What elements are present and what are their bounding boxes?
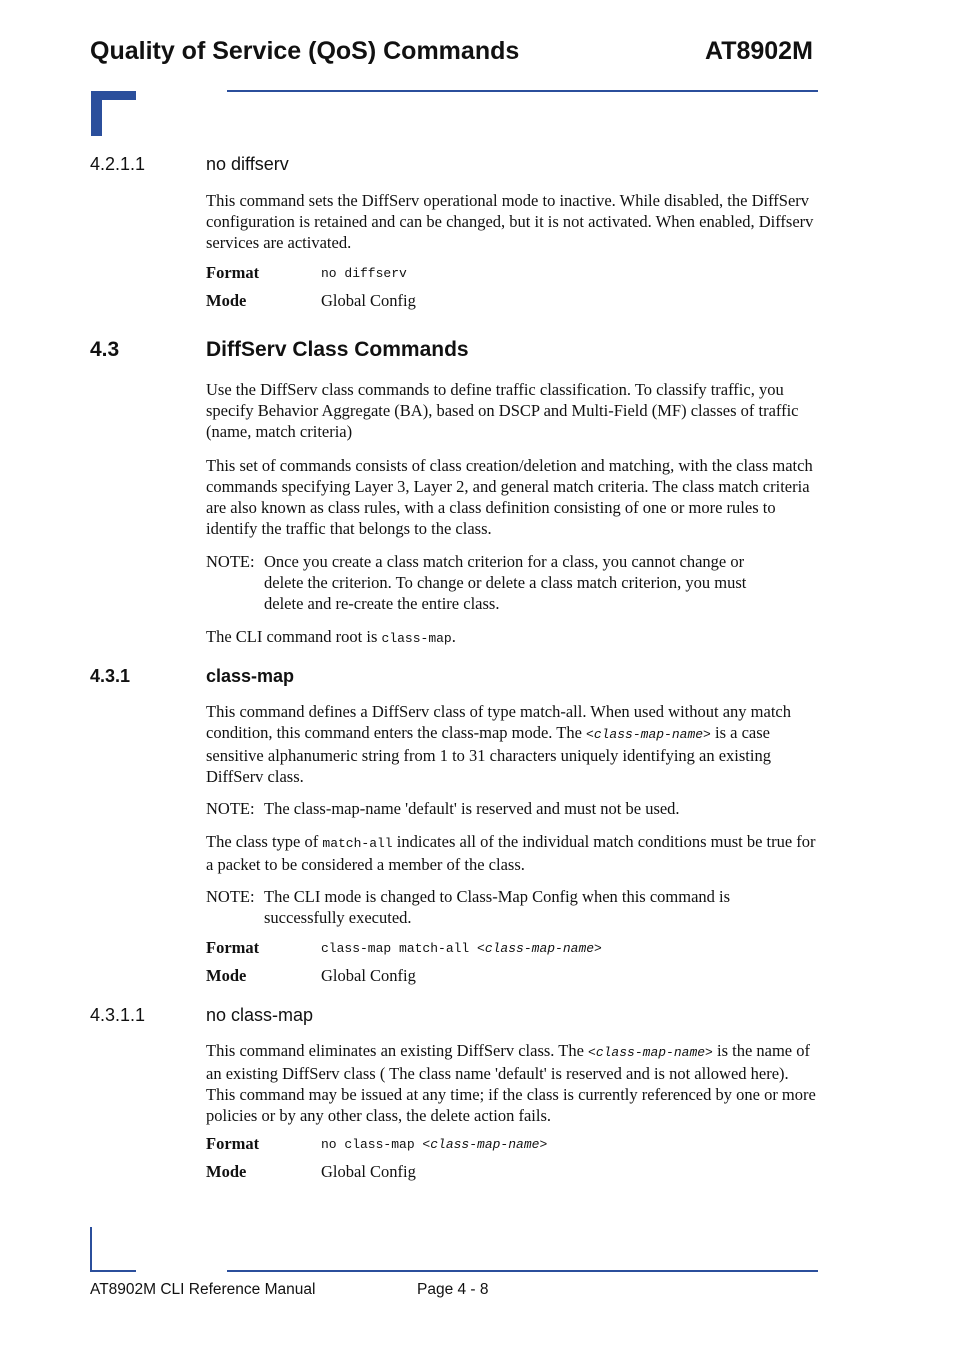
corner-mark-bottom-stem bbox=[90, 1227, 92, 1272]
format-command: no diffserv bbox=[321, 266, 407, 281]
product-name: AT8902M bbox=[705, 37, 813, 65]
mode-label: Mode bbox=[206, 966, 247, 985]
paragraph-text: The CLI command root is bbox=[206, 627, 382, 646]
paragraph-text: This set of commands consists of class creation/deletion and matching, with the class match commands specifying Layer 3, Layer 2, and general match criteria. The class match criteria are also known as class rules, with a class definition consisting of one or more rules to identify the traffic that belongs to the class. bbox=[206, 456, 813, 538]
mode-value: Global Config bbox=[321, 1162, 416, 1181]
section-number: 4.3 bbox=[90, 338, 120, 361]
section-title: no class-map bbox=[206, 1005, 314, 1025]
paragraph-text: is a case sensitive alphanumeric string from 1 to 31 characters uniquely identifying an existing DiffServ class. bbox=[206, 723, 771, 786]
section-number: 4.3.1 bbox=[90, 666, 131, 686]
note-text: The CLI mode is changed to Class-Map Config when this command is successfully executed. bbox=[264, 887, 731, 927]
paragraph-text: This command sets the DiffServ operational mode to inactive. While disabled, the DiffServ configuration is retained and can be changed, but it is not activated. When enabled, Diffserv services are activated. bbox=[206, 191, 814, 252]
paragraph bbox=[206, 701, 818, 787]
format-label: Format bbox=[206, 263, 260, 282]
mode-label: Mode bbox=[206, 1162, 247, 1181]
note bbox=[206, 798, 766, 819]
chapter-title: Quality of Service (QoS) Commands bbox=[90, 37, 520, 65]
inline-command: match-all bbox=[322, 836, 393, 851]
paragraph-text: The class type of bbox=[206, 832, 323, 851]
format-command-text: class-map match-all bbox=[321, 941, 478, 956]
format-argument: <class-map-name> bbox=[422, 1137, 548, 1152]
inline-command: class-map bbox=[381, 631, 452, 646]
header-rule bbox=[227, 90, 818, 92]
corner-mark-top-stem bbox=[91, 91, 102, 136]
note-prefix: NOTE: bbox=[206, 887, 255, 906]
note-prefix: NOTE: bbox=[206, 799, 255, 818]
paragraph bbox=[206, 190, 818, 253]
footer-rule bbox=[227, 1270, 818, 1272]
paragraph bbox=[206, 626, 818, 649]
inline-argument: <class-map-name> bbox=[586, 727, 711, 742]
paragraph-text: is the name of an existing DiffServ class ( The class name 'default' is reserved and is not allowed here). This command may be issued at any time; if the class is currently referenced by one or more policies or by any other class, the delete action fails. bbox=[206, 1041, 816, 1125]
format-command bbox=[321, 941, 602, 956]
note bbox=[206, 551, 766, 614]
paragraph-text: Use the DiffServ class commands to define traffic classification. To classify traffic, you specify Behavior Aggregate (BA), based on DSCP and Multi-Field (MF) classes of traffic (name, match criteria) bbox=[206, 380, 799, 441]
section-number: 4.3.1.1 bbox=[90, 1005, 146, 1025]
section-title: class-map bbox=[206, 666, 295, 686]
format-command-text: no class-map bbox=[321, 1137, 423, 1152]
note-text: Once you create a class match criterion for a class, you cannot change or delete the criterion. To change or delete a class match criterion, you must delete and re-create the entire class. bbox=[264, 552, 747, 613]
paragraph bbox=[206, 379, 818, 442]
paragraph bbox=[206, 455, 818, 539]
mode-value: Global Config bbox=[321, 291, 416, 310]
paragraph-text: . bbox=[451, 627, 456, 646]
inline-argument: <class-map-name> bbox=[588, 1045, 713, 1060]
format-command bbox=[321, 1137, 547, 1152]
note-prefix: NOTE: bbox=[206, 552, 255, 571]
mode-label: Mode bbox=[206, 291, 247, 310]
page-number: Page 4 - 8 bbox=[417, 1281, 489, 1298]
manual-title: AT8902M CLI Reference Manual bbox=[90, 1281, 316, 1298]
note bbox=[206, 886, 766, 928]
paragraph-text: indicates all of the individual match conditions must be true for a packet to be considered a member of the class. bbox=[206, 832, 816, 874]
paragraph bbox=[206, 831, 818, 875]
corner-mark-bottom-bar bbox=[90, 1270, 136, 1272]
mode-value: Global Config bbox=[321, 966, 416, 985]
section-title: no diffserv bbox=[206, 154, 289, 174]
paragraph-text: This command eliminates an existing DiffServ class. The bbox=[206, 1041, 589, 1060]
format-label: Format bbox=[206, 1134, 260, 1153]
format-label: Format bbox=[206, 938, 260, 957]
section-title: DiffServ Class Commands bbox=[206, 338, 469, 361]
paragraph bbox=[206, 1040, 818, 1126]
format-argument: <class-map-name> bbox=[477, 941, 602, 956]
section-number: 4.2.1.1 bbox=[90, 154, 146, 174]
paragraph-text: This command defines a DiffServ class of type match-all. When used without any match condition, this command enters the class-map mode. The bbox=[206, 702, 791, 742]
note-text: The class-map-name 'default' is reserved and must not be used. bbox=[264, 799, 680, 818]
